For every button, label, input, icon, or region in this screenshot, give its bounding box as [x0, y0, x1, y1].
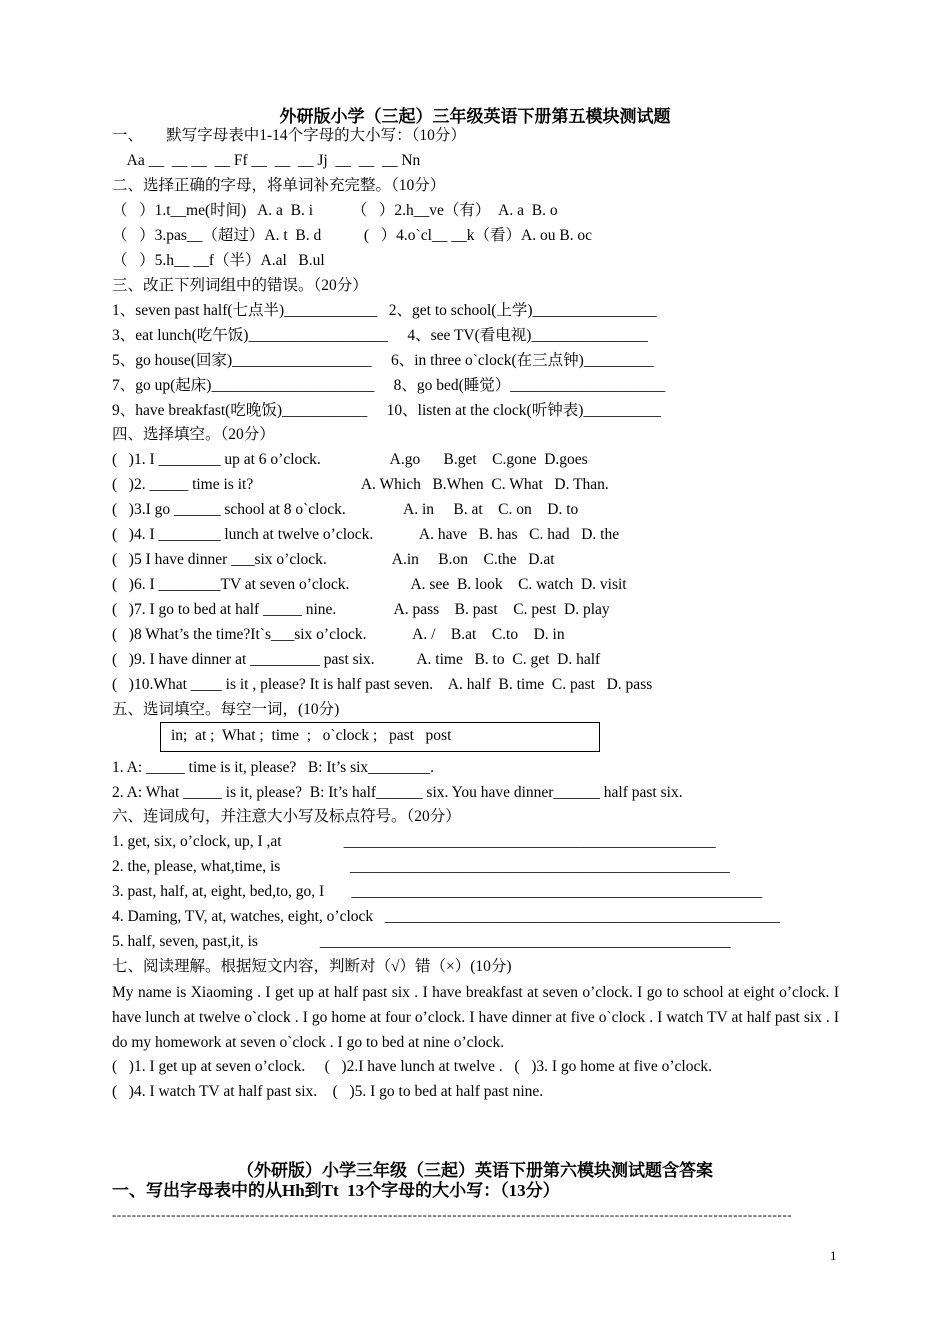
- question-line: ( )1. I get up at seven o’clock. ( )2.I have lunch at twelve . ( )3. I go home at five o’clock.: [112, 1058, 712, 1075]
- page-number: 1: [830, 1248, 837, 1263]
- page-title: 外研版小学（三起）三年级英语下册第五模块测试题: [279, 107, 671, 126]
- second-test-heading: 一、写出字母表中的从Hh到Tt 13个字母的大小写：（13分）: [112, 1181, 560, 1200]
- question-line: 9、have breakfast(吃晚饭)___________ 10、listen at the clock(听钟表)__________: [112, 402, 661, 419]
- word-box: [160, 722, 600, 752]
- reading-passage: My name is Xiaoming . I get up at half past six . I have breakfast at seven o’clock. I go to school at eight o’clock. I have lunch at twelve o`clock . I go home at four o’clock. I have dinner at five o`clock . I watch TV at half past six . I do my homework at seven o`clock . I go to bed at nine o’clock.: [112, 984, 839, 1051]
- question-line: 2. A: What _____ is it, please? B: It’s half______ six. You have dinner______ half past six.: [112, 784, 683, 801]
- question-line: 1、seven past half(七点半)____________ 2、get to school(上学)________________: [112, 302, 657, 319]
- question-line: 3、eat lunch(吃午饭)__________________ 4、see TV(看电视)_______________: [112, 327, 648, 344]
- question-line: ( )2. _____ time is it? A. Which B.When C. What D. Than.: [112, 476, 609, 493]
- question-line: 5. half, seven, past,it, is _____________________________________________________: [112, 933, 731, 950]
- question-line: ( )5 I have dinner ___six o’clock. A.in B.on C.the D.at: [112, 551, 555, 568]
- question-line: ( )7. I go to bed at half _____ nine. A. pass B. past C. pest D. play: [112, 601, 610, 618]
- section-5-heading: 五、选词填空。每空一词，(10分): [112, 701, 340, 718]
- question-line: ( )8 What’s the time?It`s___six o’clock. A. / B.at C.to D. in: [112, 626, 565, 643]
- question-line: 7、go up(起床)_____________________ 8、go bed(睡觉）____________________: [112, 377, 666, 394]
- section-6-heading: 六、连词成句，并注意大小写及标点符号。（20分）: [112, 808, 461, 825]
- dashed-separator: ------------------------------------------------------------------------------------------------------------------------------------------: [112, 1207, 793, 1222]
- section-7-heading: 七、阅读理解。根据短文内容，判断对（√）错（×）(10分): [112, 958, 512, 975]
- question-line: ( )1. I ________ up at 6 o’clock. A.go B.get C.gone D.goes: [112, 451, 588, 468]
- question-line: ( )4. I watch TV at half past six. ( )5. I go to bed at half past nine.: [112, 1083, 544, 1100]
- section-3-heading: 三、改正下列词组中的错误。（20分）: [112, 277, 368, 294]
- question-line: ( )6. I ________TV at seven o’clock. A. see B. look C. watch D. visit: [112, 576, 627, 593]
- word-box-text: in; at ; What ; time ; o`clock ; past post: [171, 727, 452, 744]
- section-2-heading: 二、选择正确的字母，将单词补充完整。（10分）: [112, 177, 446, 194]
- question-line: 2. the, please, what,time, is _________________________________________________: [112, 858, 730, 875]
- second-test-title: （外研版）小学三年级（三起）英语下册第六模块测试题含答案: [237, 1161, 713, 1180]
- section-4-heading: 四、选择填空。（20分）: [112, 426, 275, 443]
- question-line: （ ）5.h__ __f（半）A.al B.ul: [112, 252, 325, 269]
- question-line: 4. Daming, TV, at, watches, eight, o’clock ___________________________________________________: [112, 908, 781, 925]
- section-1-heading: 一、 默写字母表中1-14个字母的大小写：（10分）: [112, 127, 466, 144]
- question-line: （ ）1.t__me(时间) A. a B. i （ ）2.h__ve（有） A. a B. o: [112, 202, 558, 219]
- question-line: ( )4. I ________ lunch at twelve o’clock. A. have B. has C. had D. the: [112, 526, 620, 543]
- question-line: 1. A: _____ time is it, please? B: It’s six________.: [112, 759, 435, 776]
- question-line: （ ）3.pas__（超过）A. t B. d ( ）4.o`cl__ __k（看）A. ou B. oc: [112, 227, 593, 244]
- alphabet-line: Aa __ __ __ __ Ff __ __ __ Jj __ __ __ Nn: [112, 152, 421, 169]
- question-line: 5、go house(回家)__________________ 6、in three o`clock(在三点钟)_________: [112, 352, 654, 369]
- question-line: 1. get, six, o’clock, up, I ,at ________________________________________________: [112, 833, 716, 850]
- question-line: 3. past, half, at, eight, bed,to, go, I _____________________________________________________: [112, 883, 763, 900]
- question-line: ( )10.What ____ is it , please? It is half past seven. A. half B. time C. past D. pass: [112, 676, 653, 693]
- question-line: ( )9. I have dinner at _________ past six. A. time B. to C. get D. half: [112, 651, 601, 668]
- question-line: ( )3.I go ______ school at 8 o`clock. A. in B. at C. on D. to: [112, 501, 579, 518]
